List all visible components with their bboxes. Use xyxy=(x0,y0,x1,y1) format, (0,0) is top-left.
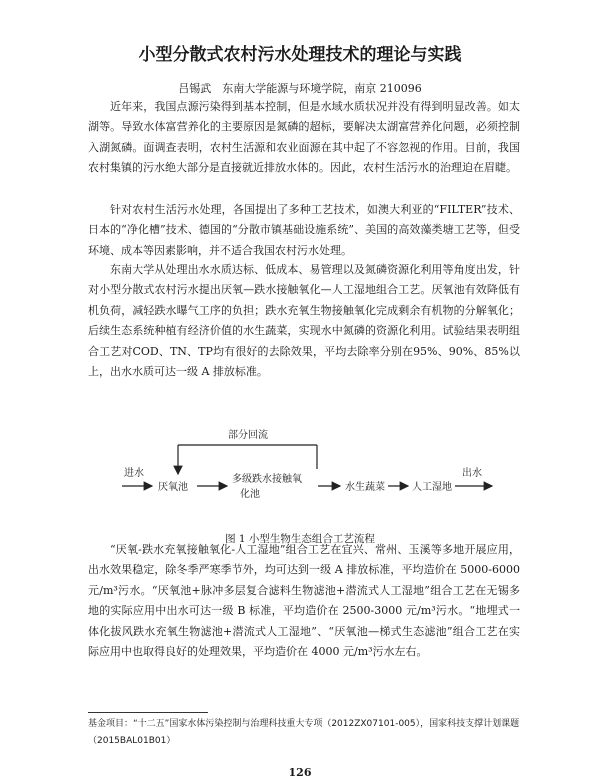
constructed-wetland-label: 人工湿地 xyxy=(412,482,452,493)
outflow-label: 出水 xyxy=(462,468,482,479)
funding-footnote: 基金项目：“十二五”国家水体污染控制与治理科技重大专项（2012ZX07101-005），国家科技支撑计划课题（2015BAL01B01） xyxy=(88,719,520,746)
page-number: 126 xyxy=(288,766,312,779)
reflux-label: 部分回流 xyxy=(228,430,268,441)
paragraph-seu-process: 东南大学从处理出水水质达标、低成本、易管理以及氮磷资源化利用等角度出发，针对小型分散式农村污水提出厌氧—跌水接触氧化—人工湿地组合工艺。厌氧池有效降低有机负荷，减轻跌水曝气工序的负担；跌水充氧生物接触氧化完成剩余有机物的分解氧化；后续生态系统种植有经济价值的水生蔬菜，实现水中氮磷的资源化利用。试验结果表明组合工艺对COD、TN、TP均有很好的去除效果，平均去除率分别在95%、90%、85%以上，出水水质可达一级 A 排放标准。 xyxy=(88,263,520,379)
figure-caption: 图 1 小型生物生态组合工艺流程 xyxy=(225,533,375,545)
aquatic-vegetable-label: 水生蔬菜 xyxy=(345,482,385,493)
author-affiliation: 吕锡武 东南大学能源与环境学院，南京 210096 xyxy=(178,82,422,95)
footnote-divider xyxy=(88,712,208,713)
drop-oxidation-label-2: 化池 xyxy=(240,489,260,500)
paper-title: 小型分散式农村污水处理技术的理论与实践 xyxy=(138,45,462,65)
paragraph-applications: “厌氧-跌水充氧接触氧化-人工湿地”组合工艺在宜兴、常州、玉溪等多地开展应用，出水效果稳定，除冬季严寒季节外，均可达到一级 A 排放标准，平均造价在 5000-6000 元/m³污水。“厌氧池+脉冲多层复合滤料生物滤池+潜流式人工湿地”组合工艺在无锡多地的实际应用中出水可达一级 B 标准，平均造价在 2500-3000 元/m³污水。“地埋式一体化拔风跌水充氧生物滤池+潜流式人工湿地”、“厌氧池—梯式生态滤池”组合工艺在实际应用中也取得良好的处理效果，平均造价在 4000 元/m³污水左右。 xyxy=(88,543,520,659)
paragraph-foreign-tech: 针对农村生活污水处理，各国提出了多种工艺技术，如澳大利亚的“FILTER”技术、日本的“净化槽”技术、德国的“分散市镇基础设施系统”、美国的高效藻类塘工艺等，但受环境、成本等因素影响，并不适合我国农村污水处理。 xyxy=(88,203,520,257)
paragraph-intro: 近年来，我国点源污染得到基本控制，但是水域水质状况并没有得到明显改善。如太湖等。导致水体富营养化的主要原因是氮磷的超标，要解决太湖富营养化问题，必须控制入湖氮磷。面调查表明，农村生活源和农业面源在其中起了不容忽视的作用。目前，我国农村集镇的污水绝大部分是直接就近排放水体的。因此，农村生活污水的治理迫在眉睫。 xyxy=(88,100,520,175)
drop-oxidation-label-1: 多级跌水接触氧 xyxy=(232,474,302,485)
inflow-label: 进水 xyxy=(124,468,144,479)
anaerobic-tank-label: 厌氧池 xyxy=(158,482,188,493)
